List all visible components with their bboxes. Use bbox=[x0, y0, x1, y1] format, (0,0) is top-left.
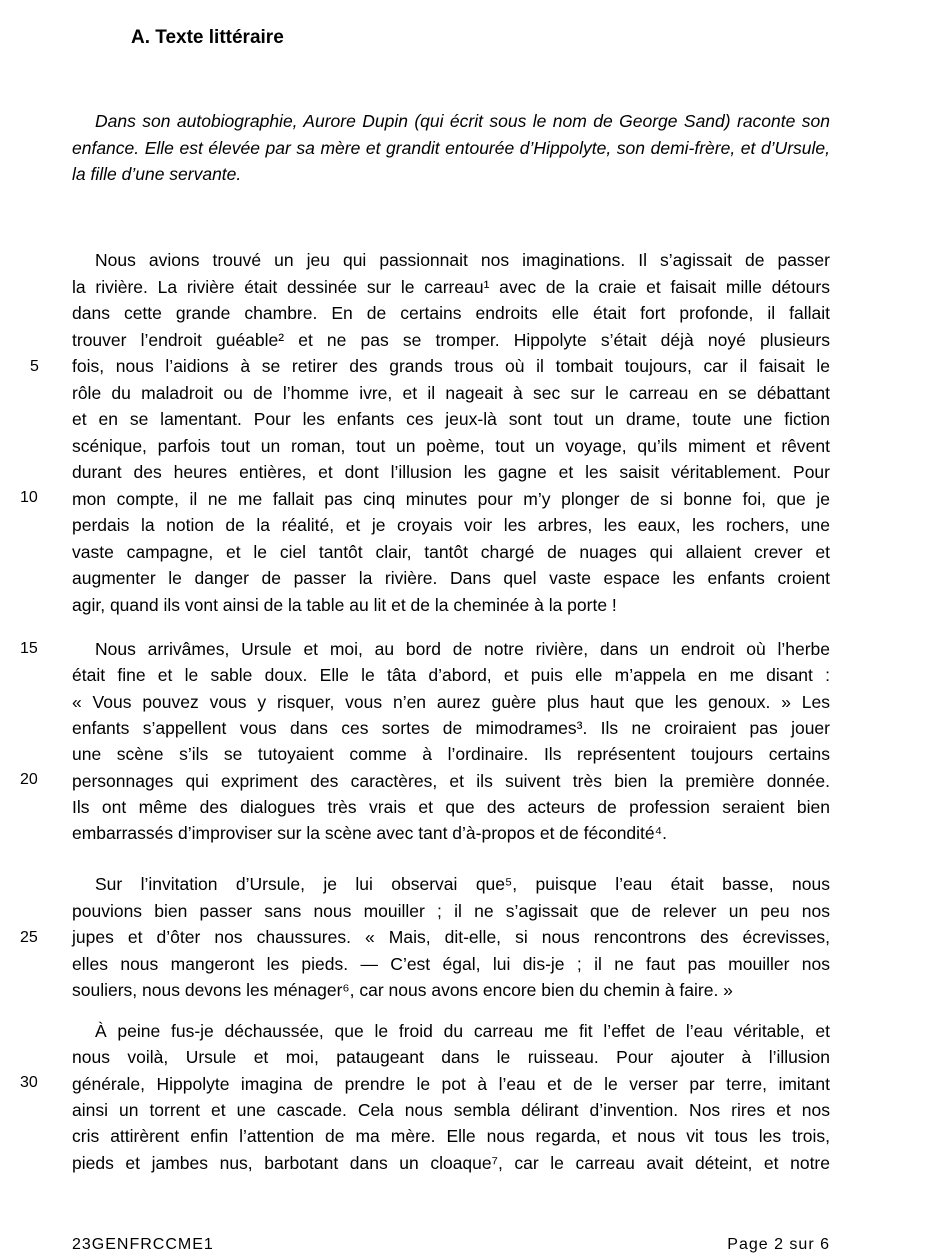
text-line: mon compte, il ne me fallait pas cinq minutes pour m’y plonger de si bonne foi, que je bbox=[72, 488, 830, 509]
text-line: personnages qui expriment des caractères, et ils suivent très bien la première donnée. bbox=[72, 770, 830, 791]
text-line: À peine fus-je déchaussée, que le froid du carreau me fit l’effet de l’eau véritable, et bbox=[95, 1021, 830, 1041]
text-line: une scène s’ils se tutoyaient comme à l’ordinaire. Ils représentent toujours certains bbox=[72, 744, 830, 765]
text-line: vaste campagne, et le ciel tantôt clair, tantôt chargé de nuages qui allaient crever et bbox=[72, 541, 830, 562]
text-line: et en se lamentant. Pour les enfants ces jeux-là sont tout un drame, toute une fiction bbox=[72, 409, 830, 429]
text-line: rôle du maladroit ou de l’homme ivre, et il nageait à sec sur le carreau en se débattant bbox=[72, 382, 830, 403]
text-line: « Vous pouvez vous y risquer, vous n’en aurez guère plus haut que les genoux. » Les bbox=[72, 691, 830, 712]
text-line: la rivière. La rivière était dessinée sur le carreau¹ avec de la craie et faisait mille détours bbox=[72, 276, 830, 297]
text-line: Ils ont même des dialogues très vrais et que des acteurs de profession seraient bien bbox=[72, 796, 830, 817]
text-line: pieds et jambes nus, barbotant dans un cloaque⁷, car le carreau avait déteint, et notre bbox=[72, 1152, 830, 1173]
text-line: durant des heures entières, et dont l’illusion les gagne et les saisit véritablement. Pour bbox=[72, 462, 830, 482]
text-line: nous voilà, Ursule et moi, pataugeant dans le ruisseau. Pour ajouter à l’illusion bbox=[72, 1047, 830, 1068]
footer-code: 23GENFRCCME1 bbox=[72, 1236, 214, 1253]
text-line: Nous arrivâmes, Ursule et moi, au bord de notre rivière, dans un endroit où l’herbe bbox=[95, 639, 830, 659]
footer-page-number: Page 2 sur 6 bbox=[727, 1236, 830, 1253]
text-line: pouvions bien passer sans nous mouiller ; il ne s’agissait que de relever un peu nos bbox=[72, 900, 830, 921]
text-line: fois, nous l’aidions à se retirer des grands trous où il tombait toujours, car il faisait le bbox=[72, 356, 830, 376]
text-line: jupes et d’ôter nos chaussures. « Mais, dit-elle, si nous rencontrons des écrevisses, bbox=[72, 927, 830, 947]
text-line: elles nous mangeront les pieds. — C’est égal, lui dis-je ; il ne faut pas mouiller nos bbox=[72, 953, 830, 974]
intro-text: Dans son autobiographie, Aurore Dupin (qui écrit sous le nom de George Sand) raconte son enfance. Elle est élevée par sa mère et grandit entourée d’Hippolyte, son demi-frère, et d’Ursule, la fille d’une servante. bbox=[72, 111, 830, 184]
text-line: était fine et le sable doux. Elle le tâta d’abord, et puis elle m’appela en me disant : bbox=[72, 665, 830, 686]
text-line: générale, Hippolyte imagina de prendre le pot à l’eau et de le verser par terre, imitant bbox=[72, 1073, 830, 1094]
text-line: agir, quand ils vont ainsi de la table au lit et de la cheminée à la porte ! bbox=[72, 594, 617, 615]
line-number: 5 bbox=[30, 358, 39, 375]
text-line: cris attirèrent enfin l’attention de ma mère. Elle nous regarda, et nous vit tous les trois, bbox=[72, 1126, 830, 1147]
line-number: 30 bbox=[20, 1074, 38, 1091]
intro-paragraph bbox=[72, 108, 830, 188]
text-line: trouver l’endroit guéable² et ne pas se tromper. Hippolyte s’était déjà noyé plusieurs bbox=[72, 329, 830, 350]
text-line: enfants s’appellent vous dans ces sortes de mimodrames³. Ils ne croiraient pas jouer bbox=[72, 717, 830, 738]
text-line: Nous avions trouvé un jeu qui passionnait nos imaginations. Il s’agissait de passer bbox=[95, 250, 830, 270]
text-line: augmenter le danger de passer la rivière. Dans quel vaste espace les enfants croient bbox=[72, 568, 830, 588]
section-heading: A. Texte littéraire bbox=[131, 27, 284, 48]
line-number: 15 bbox=[20, 640, 38, 657]
text-line: Sur l’invitation d’Ursule, je lui observai que⁵, puisque l’eau était basse, nous bbox=[95, 874, 830, 894]
line-number: 10 bbox=[20, 489, 38, 506]
line-number: 25 bbox=[20, 929, 38, 946]
text-line: ainsi un torrent et une cascade. Cela nous sembla délirant d’invention. Nos rires et nos bbox=[72, 1099, 830, 1120]
text-line: dans cette grande chambre. En de certains endroits elle était fort profonde, il fallait bbox=[72, 303, 830, 323]
text-line: scénique, parfois tout un roman, tout un poème, tout un voyage, qu’ils miment et rêvent bbox=[72, 435, 830, 456]
text-line: souliers, nous devons les ménager⁶, car nous avons encore bien du chemin à faire. » bbox=[72, 980, 733, 1000]
text-line: embarrassés d’improviser sur la scène avec tant d’à-propos et de fécondité⁴. bbox=[72, 823, 668, 844]
text-line: perdais la notion de la réalité, et je croyais voir les arbres, les eaux, les rochers, une bbox=[72, 515, 830, 535]
line-number: 20 bbox=[20, 771, 38, 788]
